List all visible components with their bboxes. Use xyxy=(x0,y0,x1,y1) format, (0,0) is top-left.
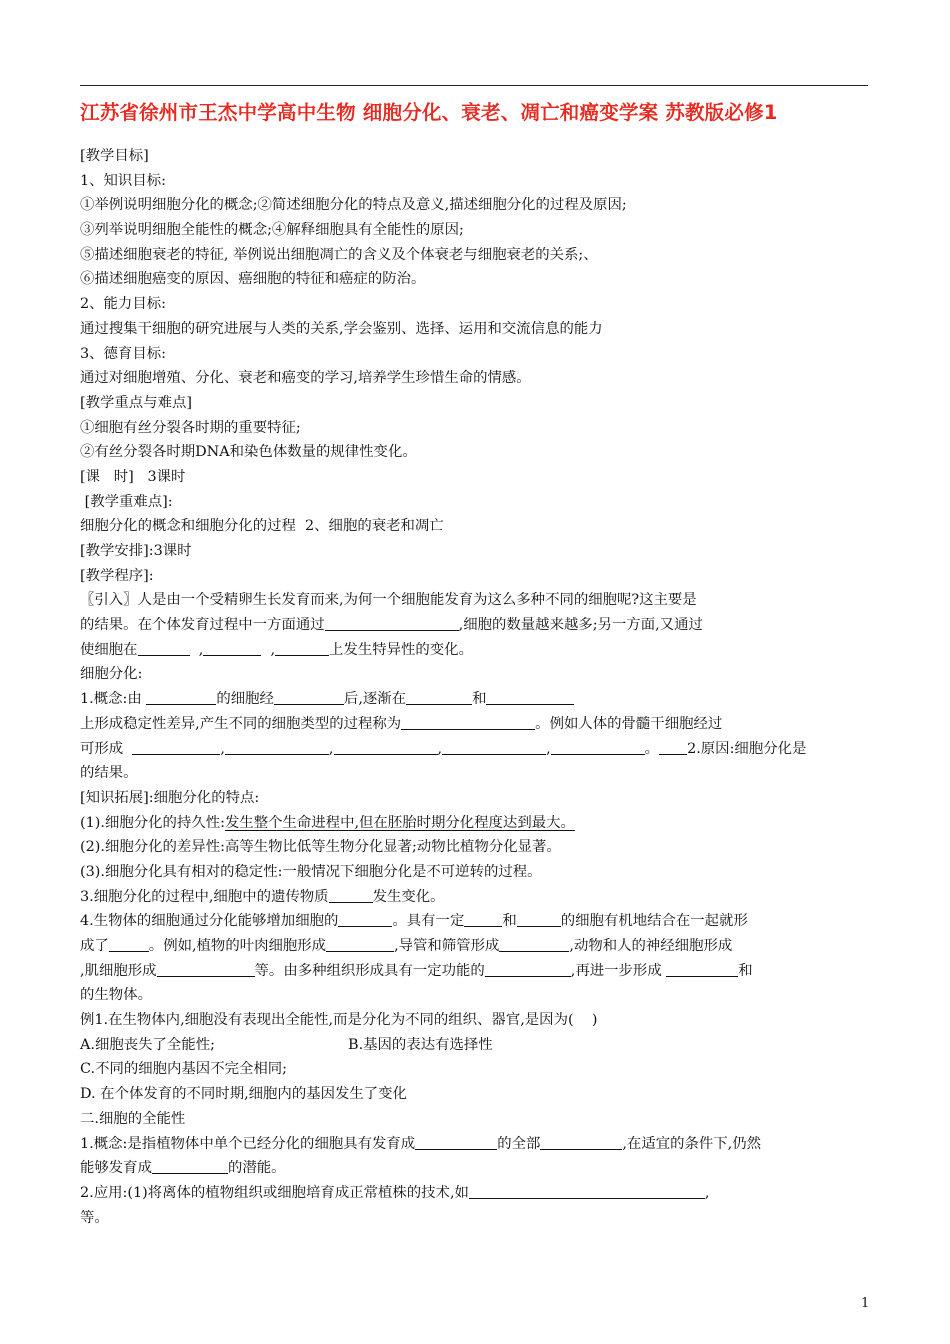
text-line: 2、能力目标: xyxy=(80,296,166,313)
fill-blank[interactable] xyxy=(338,911,392,927)
fill-blank[interactable] xyxy=(132,739,220,755)
fill-blank[interactable] xyxy=(464,911,502,927)
fill-blank[interactable] xyxy=(325,615,459,631)
fill-blank[interactable] xyxy=(152,1158,228,1174)
text-line: 的结果。在个体发育过程中一方面通过 ,细胞的数量越来越多;另一方面,又通过 xyxy=(80,617,703,634)
text-line: ⑥描述细胞癌变的原因、癌细胞的特征和癌症的防治。 xyxy=(80,271,426,288)
text-line: 成了 。例如,植物的叶肉细胞形成 ,导管和筛管形成 ,动物和人的神经细胞形成 xyxy=(80,938,733,954)
text-line: (3).细胞分化具有相对的稳定性:一般情况下细胞分化是不可逆转的过程。 xyxy=(80,863,542,880)
fill-blank[interactable] xyxy=(275,640,329,656)
text-line: 使细胞在 , , 上发生特异性的变化。 xyxy=(80,641,473,658)
text-line: 细胞分化: xyxy=(80,666,143,683)
header-rule xyxy=(80,85,868,86)
text-line: 细胞分化的概念和细胞分化的过程 2、细胞的衰老和凋亡 xyxy=(80,518,444,535)
text-line: 的结果。 xyxy=(80,765,138,782)
fill-blank[interactable] xyxy=(138,640,190,656)
fill-blank[interactable] xyxy=(406,689,472,705)
text-line: [课 时] 3课时 xyxy=(80,468,186,485)
text-line: 能够发育成 的潜能。 xyxy=(80,1160,286,1177)
text-line: 1.概念:是指植物体中单个已经分化的细胞具有发育成 的全部 ,在适宜的条件下,仍然 xyxy=(80,1135,762,1152)
fill-blank[interactable] xyxy=(274,689,344,705)
document-title: 江苏省徐州市王杰中学高中生物 细胞分化、衰老、凋亡和癌变学案 苏教版必修1 xyxy=(80,101,778,124)
fill-blank[interactable] xyxy=(326,936,394,952)
text-line: 〖引入〗人是由一个受精卵生长发育而来,为何一个细胞能发育为这么多种不同的细胞呢?这主要是 xyxy=(80,592,697,609)
text-line: A.细胞丧失了全能性; B.基因的表达有选择性 xyxy=(80,1036,493,1053)
fill-blank[interactable] xyxy=(146,689,216,705)
fill-blank[interactable] xyxy=(109,936,149,952)
text-line: [知识拓展]:细胞分化的特点: xyxy=(80,789,260,806)
text-line: 通过搜集干细胞的研究进展与人类的关系,学会鉴别、选择、运用和交流信息的能力 xyxy=(80,320,603,337)
text-line: [教学安排]:3课时 xyxy=(80,543,192,559)
fill-blank[interactable] xyxy=(659,739,687,755)
text-line: D. 在个体发育的不同时期,细胞内的基因发生了变化 xyxy=(80,1086,407,1103)
fill-blank[interactable] xyxy=(401,714,535,730)
text-line: 通过对细胞增殖、分化、衰老和癌变的学习,培养学生珍惜生命的情感。 xyxy=(80,370,531,387)
text-line: [教学重难点]: xyxy=(80,493,173,510)
fill-blank[interactable] xyxy=(225,739,329,755)
fill-blank[interactable] xyxy=(334,739,438,755)
text-line: ①举例说明细胞分化的概念;②简述细胞分化的特点及意义,描述细胞分化的过程及原因; xyxy=(80,197,627,214)
fill-blank[interactable] xyxy=(486,689,574,705)
fill-blank[interactable] xyxy=(415,1134,497,1150)
text-line: ②有丝分裂各时期DNA和染色体数量的规律性变化。 xyxy=(80,444,417,461)
text-line: 2.应用:(1)将离体的植物组织或细胞培育成正常植株的技术,如 , xyxy=(80,1184,710,1201)
fill-blank[interactable] xyxy=(499,936,569,952)
text-line: 1、知识目标: xyxy=(80,172,166,189)
page-number: 1 xyxy=(861,1296,870,1311)
fill-blank[interactable] xyxy=(469,1183,705,1199)
fill-blank[interactable] xyxy=(485,961,571,977)
fill-blank[interactable] xyxy=(551,739,645,755)
fill-blank[interactable] xyxy=(203,640,261,656)
text-line: ①细胞有丝分裂各时期的重要特征; xyxy=(80,419,301,436)
fill-blank[interactable] xyxy=(666,961,738,977)
fill-blank[interactable] xyxy=(442,739,546,755)
text-line: [教学程序]: xyxy=(80,567,154,584)
text-line: ⑤描述细胞衰老的特征, 举例说出细胞凋亡的含义及个体衰老与细胞衰老的关系;、 xyxy=(80,246,598,263)
text-line: [教学目标] xyxy=(80,148,149,164)
text-line: 的生物体。 xyxy=(80,987,152,1004)
text-line: [教学重点与难点] xyxy=(80,394,192,411)
text-line: 上形成稳定性差异,产生不同的细胞类型的过程称为 。例如人体的骨髓干细胞经过 xyxy=(80,715,723,732)
text-line: 3.细胞分化的过程中,细胞中的遗传物质 发生变化。 xyxy=(80,888,445,905)
text-line: 4.生物体的细胞通过分化能够增加细胞的 。具有一定 和 的细胞有机地结合在一起就形 xyxy=(80,913,748,930)
fill-blank[interactable] xyxy=(517,911,561,927)
fill-blank[interactable] xyxy=(540,1134,622,1150)
text-line: 可形成 , , , , 。 2.原因:细胞分化是 xyxy=(80,740,807,757)
text-line: 3、德育目标: xyxy=(80,345,166,362)
text-line: C.不同的细胞内基因不完全相同; xyxy=(80,1061,287,1078)
fill-blank[interactable] xyxy=(157,961,255,977)
text-line: 例1.在生物体内,细胞没有表现出全能性,而是分化为不同的组织、器官,是因为( ) xyxy=(80,1012,598,1029)
text-line: 二.细胞的全能性 xyxy=(80,1110,186,1127)
text-line: ,肌细胞形成 等。由多种组织形成具有一定功能的 ,再进一步形成 和 xyxy=(80,962,753,979)
text-line: 1.概念:由 的细胞经 后,逐渐在 和 xyxy=(80,687,870,712)
document-body xyxy=(80,144,870,1230)
text-line: (2).细胞分化的差异性:高等生物比低等生物分化显著;动物比植物分化显著。 xyxy=(80,839,561,856)
text-line: 等。 xyxy=(80,1209,109,1226)
fill-blank[interactable] xyxy=(329,887,373,903)
text-line: (1).细胞分化的持久性:发生整个生命进程中,但在胚胎时期分化程度达到最大。 xyxy=(80,814,575,831)
text-line: ③列举说明细胞全能性的概念;④解释细胞具有全能性的原因; xyxy=(80,222,464,239)
